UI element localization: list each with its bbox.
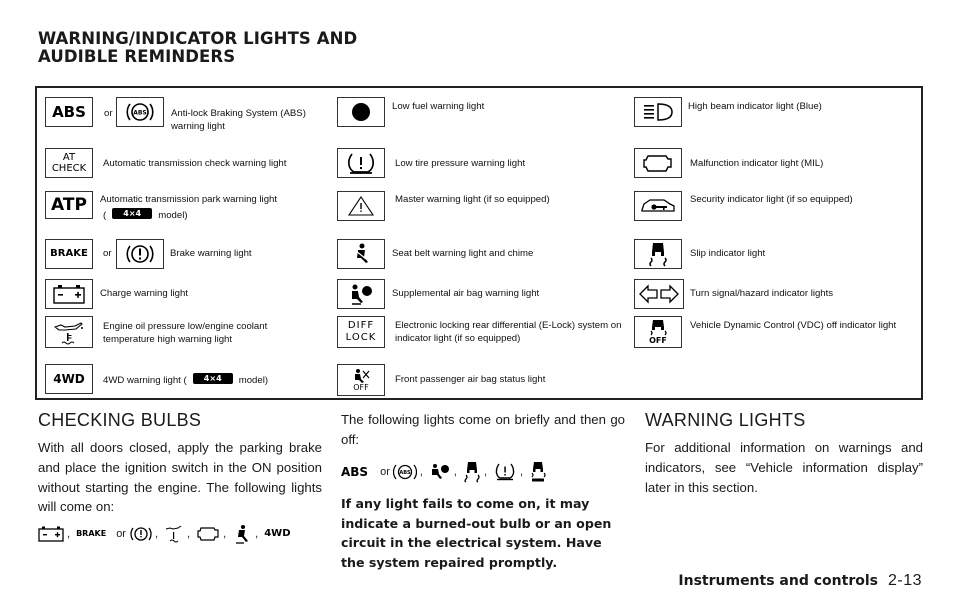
low-tire-pressure-icon bbox=[493, 462, 517, 482]
abs-wordmark: ABS bbox=[52, 102, 86, 121]
4wd-label bbox=[103, 373, 268, 388]
4wd-wordmark-icon bbox=[45, 364, 93, 394]
high-beam-icon bbox=[634, 97, 682, 127]
separator: , bbox=[255, 528, 259, 540]
vdc-off-label: Vehicle Dynamic Control (VDC) off indicator light bbox=[690, 320, 897, 331]
lamp-row-oil bbox=[37, 314, 337, 354]
passenger-airbag-label: Front passenger air bag status light bbox=[395, 374, 546, 385]
malfunction-engine-icon bbox=[196, 525, 220, 543]
abs-circle-icon bbox=[116, 97, 164, 127]
low-tire-pressure-icon bbox=[337, 148, 385, 178]
lamp-row-at-check bbox=[37, 145, 337, 179]
abs-circle-icon bbox=[393, 462, 417, 482]
svg-text:ABS: ABS bbox=[399, 470, 411, 476]
malfunction-engine-icon bbox=[634, 148, 682, 178]
lamp-row-diff-lock bbox=[337, 314, 634, 354]
separator: , bbox=[154, 528, 159, 540]
lamp-row-high-beam bbox=[634, 88, 923, 134]
separator: , bbox=[187, 528, 191, 540]
warning-lights-body: For additional information on warnings and indicators, see “Vehicle information display” later in this section. bbox=[645, 440, 923, 495]
or-text: or bbox=[104, 108, 113, 119]
burned-out-bulb-warning: If any light fails to come on, it may indicate a burned-out bulb or an open circuit in the electrical system. Have the system repaired promptly. bbox=[341, 496, 612, 570]
4wd-wordmark: 4WD bbox=[264, 528, 291, 539]
brake-wordmark: BRAKE bbox=[76, 529, 107, 538]
lamp-row-charge bbox=[37, 276, 337, 310]
lamp-row-4wd bbox=[37, 362, 337, 396]
mil-label: Malfunction indicator light (MIL) bbox=[690, 158, 824, 169]
slip-label: Slip indicator light bbox=[690, 248, 766, 259]
separator: , bbox=[453, 466, 457, 478]
atp-label-line-2 bbox=[103, 208, 188, 223]
atp-label-open: ( bbox=[103, 210, 107, 221]
passenger-airbag-off-wordmark: OFF bbox=[353, 383, 369, 392]
turn-signal-arrows-icon bbox=[634, 279, 684, 309]
abs-label: Anti-lock Braking System (ABS) warning light bbox=[171, 108, 306, 132]
at-check-label: Automatic transmission check warning light bbox=[103, 158, 287, 169]
checking-bulbs-body: With all doors closed, apply the parking brake and place the ignition switch in the ON position without starting the engine. The following lights will come on: bbox=[38, 440, 322, 515]
warning-lights-heading: WARNING LIGHTS bbox=[645, 410, 806, 430]
lamp-row-low-tire bbox=[337, 145, 634, 179]
svg-text:ABS: ABS bbox=[133, 109, 147, 117]
atp-wordmark-icon bbox=[45, 191, 93, 219]
checking-bulbs-icon-list bbox=[38, 524, 291, 544]
footer-section-name: Instruments and controls bbox=[678, 573, 878, 589]
slip-indicator-icon bbox=[463, 461, 481, 483]
airbag-label: Supplemental air bag warning light bbox=[392, 288, 540, 299]
turn-signal-label: Turn signal/hazard indicator lights bbox=[690, 288, 834, 299]
lamp-row-seat-belt bbox=[337, 237, 634, 271]
diff-lock-wordmark-line-2: LOCK bbox=[345, 332, 377, 343]
vdc-off-wordmark: OFF bbox=[649, 336, 667, 345]
atp-label-line-1: Automatic transmission park warning light bbox=[100, 194, 278, 205]
brake-circle-icon bbox=[130, 525, 152, 543]
brake-label: Brake warning light bbox=[170, 248, 252, 259]
lamp-row-low-fuel bbox=[337, 88, 634, 134]
low-fuel-label: Low fuel warning light bbox=[392, 101, 485, 112]
oil-coolant-icon bbox=[164, 524, 184, 544]
brake-wordmark: BRAKE bbox=[50, 248, 88, 259]
high-beam-label: High beam indicator light (Blue) bbox=[688, 101, 822, 112]
security-car-key-icon bbox=[634, 191, 682, 221]
lamp-row-passenger-airbag bbox=[337, 362, 634, 396]
diff-lock-wordmark-icon bbox=[337, 316, 385, 348]
atp-wordmark: ATP bbox=[51, 194, 87, 215]
at-check-wordmark-icon bbox=[45, 148, 93, 178]
lamp-row-brake bbox=[37, 237, 337, 271]
separator: , bbox=[67, 528, 71, 540]
briefly-intro: The following lights come on briefly and then go off: bbox=[341, 412, 625, 447]
4wd-label-open: 4WD warning light ( bbox=[103, 375, 187, 386]
seat-belt-label: Seat belt warning light and chime bbox=[392, 248, 534, 259]
vdc-off-icon bbox=[634, 316, 682, 348]
lamp-row-abs bbox=[37, 88, 337, 134]
low-fuel-icon bbox=[337, 97, 385, 127]
abs-wordmark: ABS bbox=[341, 465, 369, 479]
airbag-icon bbox=[429, 462, 451, 482]
briefly-icon-list bbox=[341, 461, 547, 483]
oil-coolant-icon bbox=[45, 316, 93, 348]
or-text: or bbox=[103, 248, 112, 259]
atp-label-close: model) bbox=[158, 210, 188, 221]
charge-label: Charge warning light bbox=[100, 288, 188, 299]
lamp-row-atp bbox=[37, 189, 337, 223]
separator: , bbox=[419, 466, 423, 478]
separator: , bbox=[223, 528, 227, 540]
lamp-row-slip bbox=[634, 237, 923, 271]
airbag-icon bbox=[337, 279, 385, 309]
at-check-wordmark-line-2: CHECK bbox=[51, 162, 87, 174]
model-4x4-badge-icon bbox=[193, 373, 233, 384]
or-text: or bbox=[380, 466, 390, 478]
4wd-wordmark: 4WD bbox=[53, 372, 85, 386]
master-warning-icon bbox=[337, 191, 385, 221]
model-4x4-badge-icon bbox=[112, 208, 152, 219]
separator: , bbox=[483, 466, 488, 478]
4wd-label-close: model) bbox=[238, 375, 269, 386]
page-title bbox=[38, 30, 357, 66]
brake-wordmark-icon bbox=[45, 239, 93, 269]
lamp-row-master bbox=[337, 189, 634, 223]
diff-lock-wordmark-line-1: DIFF bbox=[347, 320, 375, 331]
security-label: Security indicator light (if so equipped) bbox=[690, 194, 853, 205]
vdc-off-icon bbox=[529, 461, 547, 483]
low-tire-label: Low tire pressure warning light bbox=[395, 158, 526, 169]
page-title-line-2: AUDIBLE REMINDERS bbox=[38, 47, 236, 66]
battery-icon bbox=[45, 279, 93, 309]
brake-circle-icon bbox=[116, 239, 164, 269]
checking-bulbs-heading: CHECKING BULBS bbox=[38, 410, 202, 430]
slip-indicator-icon bbox=[634, 239, 682, 269]
page-footer bbox=[678, 572, 922, 590]
warning-lights-table bbox=[35, 86, 923, 400]
battery-icon bbox=[38, 525, 64, 543]
lamp-row-vdc-off bbox=[634, 314, 923, 354]
oil-label: Engine oil pressure low/engine coolant temperature high warning light bbox=[103, 321, 268, 345]
diff-lock-label: Electronic locking rear differential (E-Lock) system on indicator light (if so equipped) bbox=[395, 320, 622, 344]
master-label: Master warning light (if so equipped) bbox=[395, 194, 550, 205]
abs-wordmark-icon bbox=[45, 97, 93, 127]
or-text: or bbox=[116, 528, 126, 540]
lamp-row-turn-signal bbox=[634, 276, 923, 310]
separator: , bbox=[520, 466, 524, 478]
lamp-row-mil bbox=[634, 145, 923, 179]
page-title-line-1: WARNING/INDICATOR LIGHTS AND bbox=[38, 29, 358, 48]
seat-belt-icon bbox=[232, 524, 252, 544]
at-check-wordmark-line-1: AT bbox=[62, 151, 76, 163]
lamp-row-security bbox=[634, 189, 923, 223]
page-number: 2-13 bbox=[887, 572, 922, 589]
seat-belt-icon bbox=[337, 239, 385, 269]
lamp-row-airbag bbox=[337, 276, 634, 310]
passenger-airbag-off-icon bbox=[337, 364, 385, 396]
